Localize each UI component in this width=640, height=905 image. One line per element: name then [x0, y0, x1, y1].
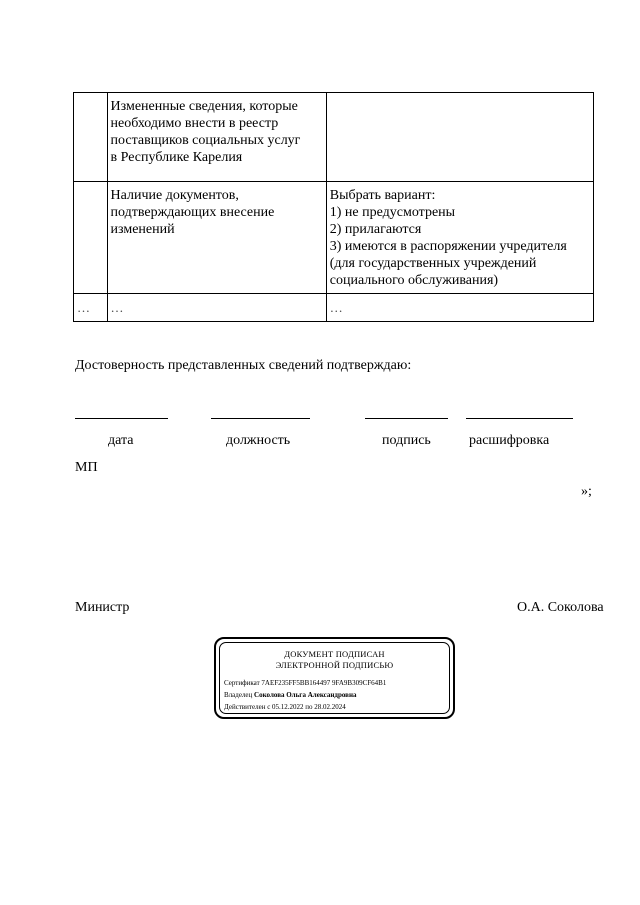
electronic-signature-stamp	[214, 637, 455, 719]
minister-name: О.А. Соколова	[517, 600, 604, 615]
confirmation-text: Достоверность представленных сведений подтверждаю:	[75, 358, 412, 373]
position-label: должность	[226, 433, 291, 448]
field-name-line: …	[110, 300, 124, 315]
stamp-certificate-value: 7AEF235FF5BB164497 9FA9B309CF64B1	[261, 679, 387, 687]
stamp-title-line2: ЭЛЕКТРОННОЙ ПОДПИСЬЮ	[275, 660, 394, 670]
minister-title: Министр	[75, 600, 130, 615]
field-value-line: Выбрать вариант:	[329, 188, 436, 203]
signature-line	[365, 418, 448, 419]
stamp-owner	[224, 691, 356, 699]
field-name-line: подтверждающих внесение	[110, 205, 275, 220]
field-name-line: Измененные сведения, которые	[110, 99, 298, 114]
field-name-line: необходимо внести в реестр	[110, 116, 279, 131]
field-value-line: (для государственных учреждений	[329, 256, 537, 271]
field-value-line: 2) прилагаются	[329, 222, 422, 237]
stamp-title-line1: ДОКУМЕНТ ПОДПИСАН	[284, 649, 385, 659]
seal-place-label: МП	[75, 460, 98, 475]
table-row	[74, 93, 594, 182]
decryption-line	[466, 418, 573, 419]
field-name-line: Наличие документов,	[110, 188, 239, 203]
field-value-line: …	[329, 300, 343, 315]
field-name-line: поставщиков социальных услуг	[110, 133, 301, 148]
stamp-owner-label: Владелец	[224, 691, 253, 699]
row-number-cell	[74, 294, 108, 322]
field-value-cell	[326, 182, 593, 294]
stamp-certificate-label: Сертификат	[224, 679, 260, 687]
table-row	[74, 182, 594, 294]
stamp-owner-value: Соколова Ольга Александровна	[254, 691, 357, 699]
signature-label: подпись	[382, 433, 431, 448]
field-value-cell	[326, 93, 593, 182]
date-label: дата	[108, 433, 134, 448]
field-name-line: в Республике Карелия	[110, 150, 243, 165]
field-name-cell	[107, 93, 326, 182]
row-number: …	[77, 300, 90, 315]
table-row	[74, 294, 594, 322]
changes-table	[73, 92, 594, 322]
stamp-certificate	[224, 679, 386, 687]
decryption-label: расшифровка	[469, 433, 550, 448]
field-value-cell	[326, 294, 593, 322]
closing-quote: »;	[581, 484, 592, 499]
field-name-cell	[107, 182, 326, 294]
row-number-cell	[74, 93, 108, 182]
stamp-valid-value: с 05.12.2022 по 28.02.2024	[267, 703, 346, 711]
field-name-line: изменений	[110, 222, 175, 237]
row-number-cell	[74, 182, 108, 294]
field-name-cell	[107, 294, 326, 322]
stamp-validity	[224, 703, 346, 711]
stamp-valid-label: Действителен	[224, 703, 266, 711]
position-line	[211, 418, 310, 419]
field-value-line: социального обслуживания)	[329, 273, 499, 288]
date-line	[75, 418, 168, 419]
field-value-line: 3) имеются в распоряжении учредителя	[329, 239, 567, 254]
field-value-line: 1) не предусмотрены	[329, 205, 456, 220]
